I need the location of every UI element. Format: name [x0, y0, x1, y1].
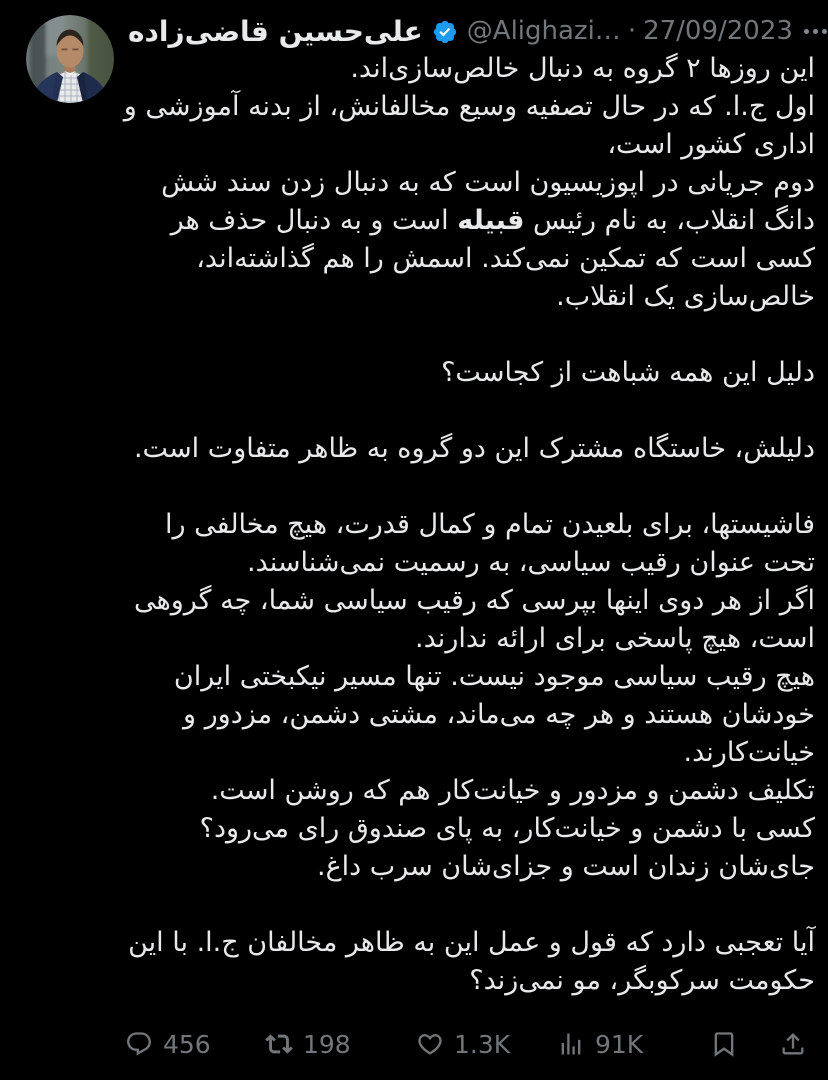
- tweet-text-line: حکومت سرکوبگر، مو نمی‌زند؟: [469, 965, 815, 996]
- tweet-text-line: آیا تعجبی دارد که قول و عمل این به ظاهر مخالفان ج.ا. با این: [128, 927, 815, 958]
- tweet-text-line-empty: [13, 392, 815, 430]
- views-button[interactable]: [557, 1022, 643, 1066]
- tweet-text-line: تکلیف دشمن و مزدور و خیانت‌کار هم که روشن است.: [210, 775, 815, 806]
- tweet-text-line-empty: [13, 316, 815, 354]
- tweet-text-line: دلیلش، خاستگاه مشترک این دو گروه به ظاهر متفاوت است.: [133, 433, 815, 464]
- tweet-text-line: دلیل این همه شباهت از کجاست؟: [441, 357, 815, 388]
- tweet-action-bar: [0, 1022, 828, 1066]
- tweet-text-line: خالص‌سازی یک انقلاب.: [556, 281, 815, 312]
- more-button[interactable]: [802, 23, 828, 40]
- tweet-text-line: دانگ انقلاب، به نام رئیس قبیله است و به دنبال حذف هر: [170, 205, 815, 236]
- repost-button[interactable]: [265, 1022, 351, 1066]
- tweet-text: [13, 50, 815, 1000]
- tweet-text-line: این روزها ۲ گروه به دنبال خالص‌سازی‌اند.: [350, 53, 815, 84]
- user-handle[interactable]: @Alighazi…: [466, 16, 621, 46]
- tweet-text-line: فاشیستها، برای بلعیدن تمام و کمال قدرت، هیچ مخالفی را: [165, 509, 815, 540]
- tweet-text-line: کسی با دشمن و خیانت‌کار، به پای صندوق رای می‌رود؟: [199, 813, 815, 844]
- views-count: 91K: [595, 1029, 644, 1059]
- verified-badge-icon: [432, 19, 458, 45]
- tweet-text-line: جای‌شان زندان است و جزای‌شان سرب داغ.: [316, 851, 815, 882]
- reply-count: 456: [163, 1029, 211, 1059]
- reply-icon: [125, 1030, 153, 1058]
- tweet-header: [128, 8, 810, 54]
- share-button[interactable]: [779, 1022, 807, 1066]
- tweet-text-line: خودشان هستند و هر چه می‌ماند، مشتی دشمن، مزدور و: [183, 699, 815, 730]
- tweet-text-line: خیانت‌کارند.: [683, 737, 815, 768]
- like-count: 1.3K: [454, 1029, 511, 1059]
- tweet-text-line-empty: [13, 468, 815, 506]
- share-icon: [779, 1030, 807, 1058]
- tweet-text-line: اداری کشور است،: [607, 129, 815, 160]
- like-button[interactable]: [416, 1022, 510, 1066]
- header-separator: ·: [627, 16, 637, 46]
- repost-icon: [265, 1030, 293, 1058]
- tweet-text-line: اگر از هر دوی اینها بپرسی که رقیب سیاسی شما، چه گروهی: [134, 585, 815, 616]
- tweet-date[interactable]: 27/09/2023: [643, 16, 793, 46]
- bold-word: قبیله: [457, 205, 525, 236]
- tweet-text-line: کسی است که تمکین نمی‌کند. اسمش را هم گذاشته‌اند،: [196, 243, 815, 274]
- like-icon: [416, 1030, 444, 1058]
- display-name[interactable]: علی‌حسین قاضی‌زاده: [128, 14, 423, 48]
- more-ellipsis-icon: [804, 29, 809, 34]
- tweet-text-line-empty: [13, 886, 815, 924]
- tweet-text-line: تحت عنوان رقیب سیاسی، به رسمیت نمی‌شناسند.: [246, 547, 815, 578]
- tweet-text-line: است، هیچ پاسخی برای ارائه ندارند.: [415, 623, 815, 654]
- reply-button[interactable]: [125, 1022, 211, 1066]
- repost-count: 198: [303, 1029, 351, 1059]
- tweet-text-line: هیچ رقیب سیاسی موجود نیست. تنها مسیر نیکبختی ایران: [173, 661, 815, 692]
- tweet-text-line: دوم جریانی در اپوزیسیون است که به دنبال زدن سند شش: [161, 167, 815, 198]
- tweet-text-line: اول ج.ا. که در حال تصفیه وسیع مخالفانش، از بدنه آموزشی و: [123, 91, 815, 122]
- bookmark-button[interactable]: [710, 1022, 738, 1066]
- bookmark-icon: [710, 1030, 738, 1058]
- views-icon: [557, 1030, 585, 1058]
